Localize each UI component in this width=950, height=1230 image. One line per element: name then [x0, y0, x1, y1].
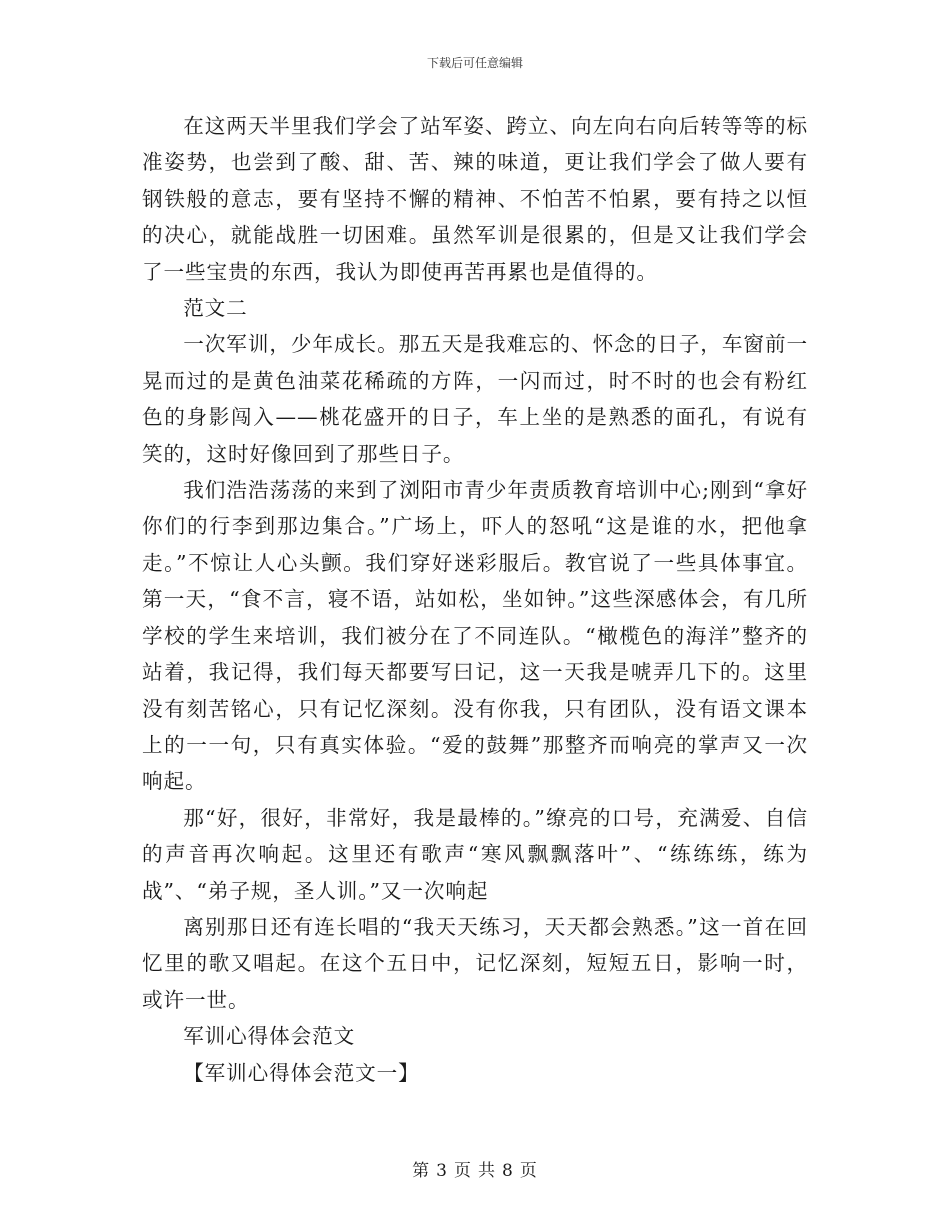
page-label-suffix: 页 — [519, 1161, 538, 1181]
paragraph-3: 我们浩浩荡荡的来到了浏阳市青少年责质教育培训中心;刚到“拿好你们的行李到那边集合。”广场上，吓人的怒吼“这是谁的水，把他拿走。”不惊让人心头颤。我们穿好迷彩服后。教官说了一些具体事宜。第一天，“食不言，寝不语，站如松，坐如钟。”这些深感体会，有几所学校的学生来培训，我们被分在了不同连队。“橄榄色的海洋”整齐的站着，我记得，我们每天都要写曰记，这一天我是唬弄几下的。这里没有刻苦铭心，只有记忆深刻。没有你我，只有团队，没有语文课本上的一一句，只有真实体验。“爱的鼓舞”那整齐而响亮的掌声又一次响起。 — [142, 478, 808, 794]
header-note: 下载后可任意编辑 — [426, 56, 523, 70]
paragraph-2: 一次军训，少年成长。那五天是我难忘的、怀念的日子，车窗前一晃而过的是黄色油菜花稀疏的方阵，一闪而过，时不时的也会有粉红色的身影闯入——桃花盛开的日子，车上坐的是熟悉的面孔，有说有笑的，这时好像回到了那些日子。 — [142, 332, 808, 466]
section-heading-fanwen-er: 范文二 — [183, 296, 248, 321]
paragraph-4: 那“好，很好，非常好，我是最棒的。”缭亮的口号，充满爱、自信的声音再次响起。这里还有歌声“寒风飘飘落叶”、“练练练，练为战”、“弟子规，圣人训。”又一次响起 — [142, 805, 808, 903]
page-label-page: 页 — [454, 1161, 472, 1181]
page-label-prefix: 第 — [412, 1161, 431, 1181]
paragraph-1: 在这两天半里我们学会了站军姿、跨立、向左向右向后转等等的标准姿势，也尝到了酸、甜、苦、辣的味道，更让我们学会了做人要有钢铁般的意志，要有坚持不懈的精神、不怕苦不怕累，要有持之以恒的决心，就能战胜一切困难。虽然军训是很累的，但是又让我们学会了一些宝贵的东西，我认为即使再苦再累也是值得的。 — [142, 114, 808, 284]
document-body — [142, 108, 808, 1091]
paragraph-5: 离别那日还有连长唱的“我天天练习，天天都会熟悉。”这一首在回忆里的歌又唱起。在这个五日中，记忆深刻，短短五日，影响一时，或许一世。 — [142, 914, 808, 1012]
total-pages: 8 — [502, 1161, 514, 1181]
page-number — [0, 1156, 950, 1181]
section-heading-junxun: 军训心得体会范文 — [183, 1024, 356, 1049]
section-heading-fanwen-yi: 【军训心得体会范文一】 — [183, 1060, 420, 1085]
page-label-total: 共 — [478, 1161, 496, 1181]
current-page: 3 — [436, 1161, 448, 1181]
